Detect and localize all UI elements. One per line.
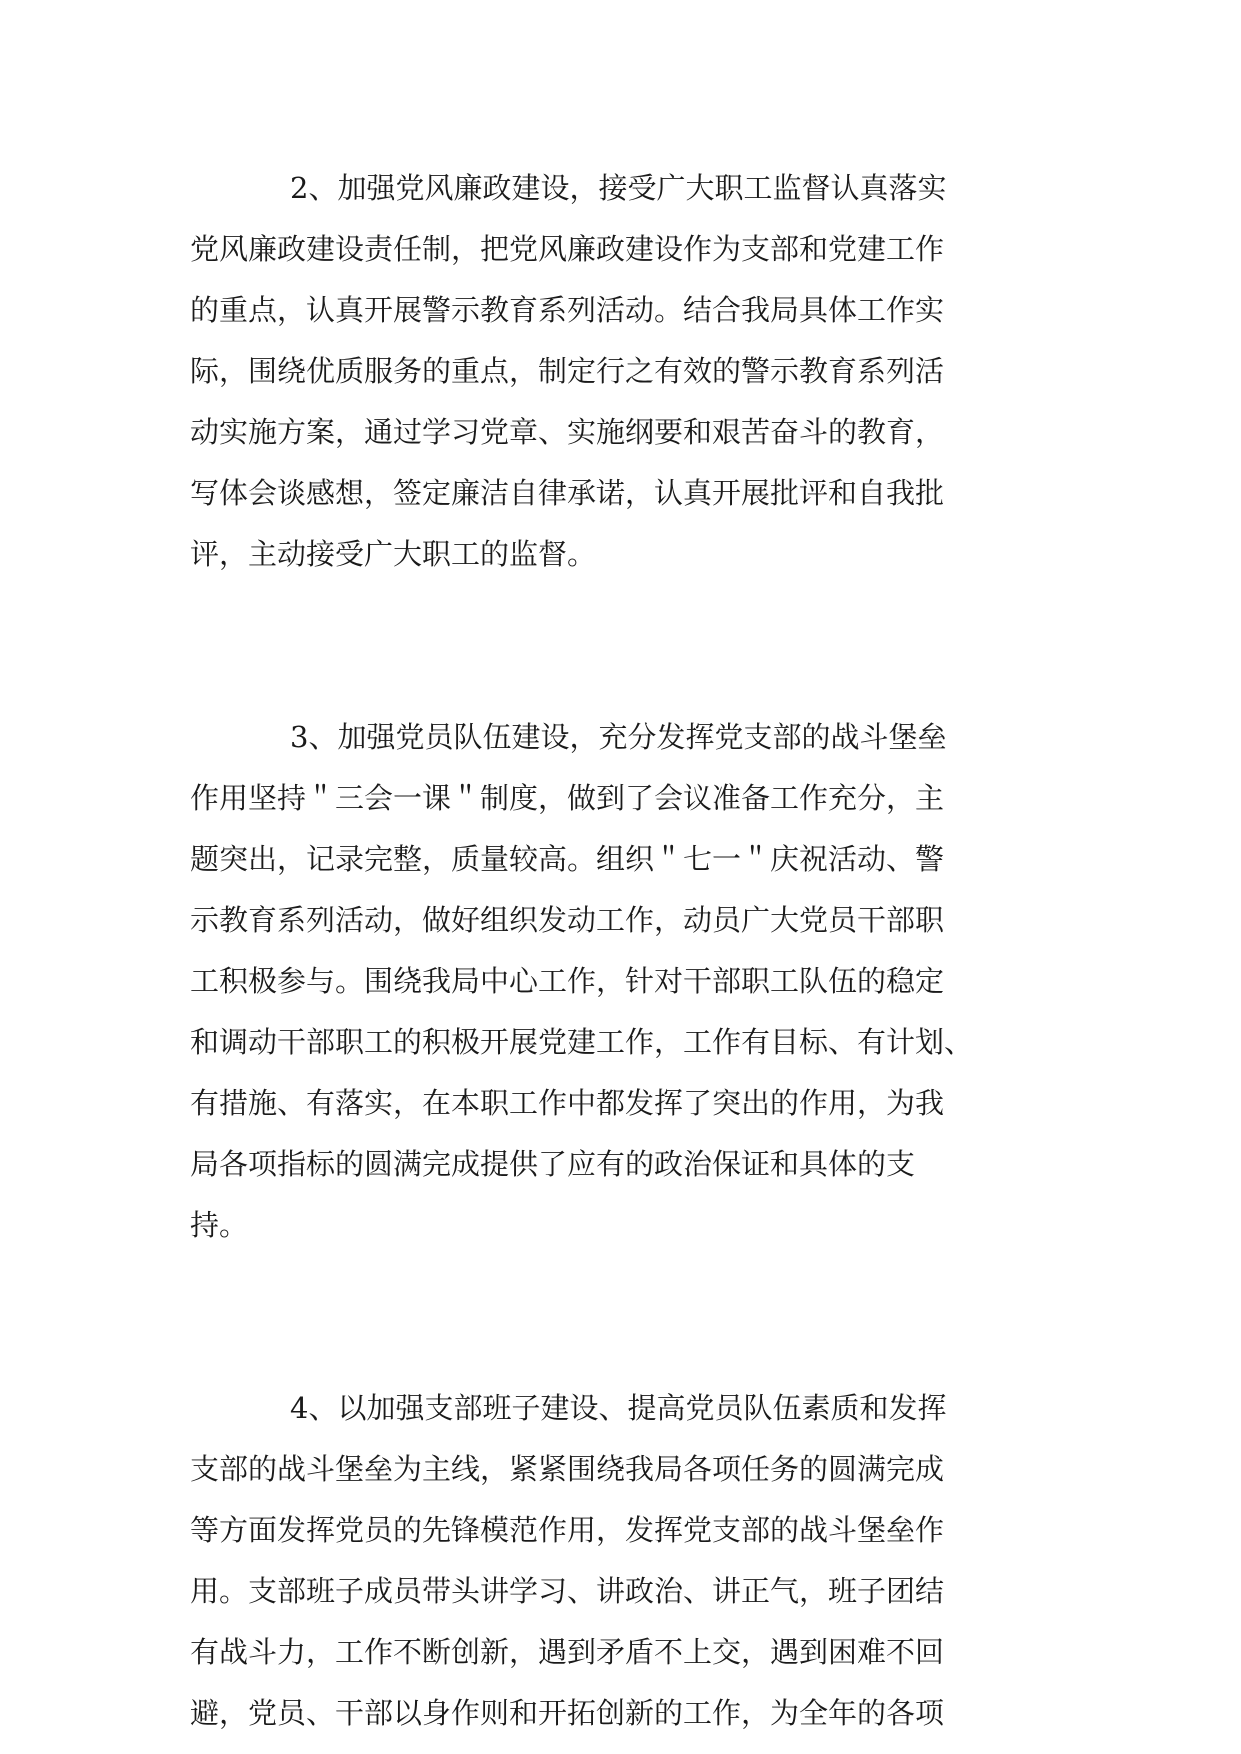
paragraph-line: 作用坚持＂三会一课＂制度，做到了会议准备工作充分，主 [190,781,945,815]
paragraph-line: 和调动干部职工的积极开展党建工作，工作有目标、有计划、 [190,1025,974,1059]
paragraph-3 [190,707,1050,1256]
paragraph-line: 有措施、有落实，在本职工作中都发挥了突出的作用，为我 [190,1086,945,1120]
paragraph-line: 示教育系列活动，做好组织发动工作，动员广大党员干部职 [190,903,945,937]
paragraph-line: 支部的战斗堡垒为主线，紧紧围绕我局各项任务的圆满完成 [190,1452,945,1486]
paragraph-line: 党风廉政建设责任制，把党风廉政建设作为支部和党建工作 [190,232,945,266]
paragraph-2 [190,158,1050,585]
paragraph-line: 等方面发挥党员的先锋模范作用，发挥党支部的战斗堡垒作 [190,1513,945,1547]
paragraph-line: 用。支部班子成员带头讲学习、讲政治、讲正气，班子团结 [190,1574,945,1608]
paragraph-line: 3、加强党员队伍建设，充分发挥党支部的战斗堡垒 [290,720,947,754]
paragraph-line: 评，主动接受广大职工的监督。 [190,537,597,571]
paragraph-line: 避，党员、干部以身作则和开拓创新的工作，为全年的各项 [190,1696,945,1730]
paragraph-line: 的重点，认真开展警示教育系列活动。结合我局具体工作实 [190,293,945,327]
paragraph-line: 动实施方案，通过学习党章、实施纲要和艰苦奋斗的教育， [190,415,945,449]
paragraph-line: 2、加强党风廉政建设，接受广大职工监督认真落实 [290,171,947,205]
paragraph-line: 4、以加强支部班子建设、提高党员队伍素质和发挥 [290,1391,947,1425]
document-body [190,158,1050,1744]
paragraph-line: 际，围绕优质服务的重点，制定行之有效的警示教育系列活 [190,354,945,388]
paragraph-line: 有战斗力，工作不断创新，遇到矛盾不上交，遇到困难不回 [190,1635,945,1669]
paragraph-line: 写体会谈感想，签定廉洁自律承诺，认真开展批评和自我批 [190,476,945,510]
paragraph-line: 局各项指标的圆满完成提供了应有的政治保证和具体的支 [190,1147,916,1181]
paragraph-spacer [190,1256,1050,1378]
paragraph-line: 持。 [190,1208,249,1242]
paragraph-line: 题突出，记录完整，质量较高。组织＂七一＂庆祝活动、警 [190,842,945,876]
paragraph-spacer [190,585,1050,707]
paragraph-4 [190,1378,1050,1744]
paragraph-line: 工积极参与。围绕我局中心工作，针对干部职工队伍的稳定 [190,964,945,998]
